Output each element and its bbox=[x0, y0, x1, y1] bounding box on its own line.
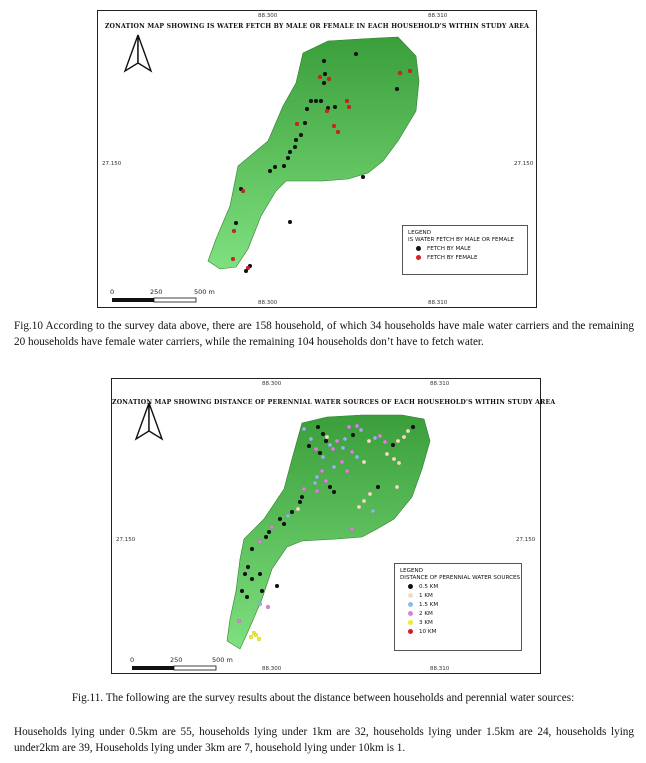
household-marker bbox=[357, 505, 361, 509]
household-marker bbox=[402, 435, 406, 439]
household-marker bbox=[398, 71, 402, 75]
scale-bar bbox=[132, 666, 216, 670]
grid-label-top-left: 88.300 bbox=[262, 381, 282, 387]
legend-item-3km bbox=[400, 618, 516, 627]
household-marker bbox=[325, 435, 329, 439]
legend-item-10km bbox=[400, 627, 516, 636]
household-marker bbox=[288, 150, 292, 154]
household-marker bbox=[332, 124, 336, 128]
household-marker bbox=[246, 565, 250, 569]
scale-label-end: 500 m bbox=[194, 288, 215, 296]
household-marker bbox=[315, 489, 319, 493]
legend-swatch bbox=[408, 602, 413, 607]
household-marker bbox=[293, 145, 297, 149]
scale-label-mid: 250 bbox=[170, 656, 183, 664]
map-1-title: ZONATION MAP SHOWING IS WATER FETCH BY MALE OR FEMALE IN EACH HOUSEHOLD'S WITHIN STUDY AREA bbox=[104, 23, 530, 30]
household-marker bbox=[333, 105, 337, 109]
household-marker bbox=[395, 87, 399, 91]
household-marker bbox=[322, 81, 326, 85]
household-marker bbox=[302, 487, 306, 491]
household-marker bbox=[258, 540, 262, 544]
household-marker bbox=[305, 107, 309, 111]
scale-bar bbox=[112, 298, 196, 302]
household-marker bbox=[373, 436, 377, 440]
household-marker bbox=[367, 439, 371, 443]
scale-label-mid: 250 bbox=[150, 288, 163, 296]
legend-swatch bbox=[408, 593, 413, 598]
grid-label-bottom-left: 88.300 bbox=[258, 300, 278, 306]
household-marker bbox=[237, 619, 241, 623]
household-marker bbox=[315, 475, 319, 479]
household-marker bbox=[328, 485, 332, 489]
household-marker bbox=[240, 589, 244, 593]
household-marker bbox=[278, 517, 282, 521]
household-marker bbox=[359, 428, 363, 432]
grid-label-bottom-left: 88.300 bbox=[262, 666, 282, 672]
household-marker bbox=[332, 465, 336, 469]
grid-label-right: 27.150 bbox=[516, 537, 536, 543]
household-marker bbox=[391, 443, 395, 447]
household-marker bbox=[296, 507, 300, 511]
household-marker bbox=[371, 509, 375, 513]
grid-label-top-left: 88.300 bbox=[258, 13, 278, 19]
scale-label-end: 500 m bbox=[212, 656, 233, 664]
summary-paragraph: Households lying under 0.5km are 55, households lying under 1km are 32, households lying under 1.5km are 24, households lying under2km are 39, Households lying under 3km are 7, household lying under 10km is 1. bbox=[14, 726, 634, 754]
household-marker bbox=[327, 77, 331, 81]
household-marker bbox=[332, 490, 336, 494]
household-marker bbox=[411, 425, 415, 429]
household-marker bbox=[249, 635, 253, 639]
household-marker bbox=[245, 595, 249, 599]
map-figure-2 bbox=[111, 378, 556, 674]
legend-item-label: FETCH BY MALE bbox=[427, 245, 471, 252]
household-marker bbox=[243, 572, 247, 576]
household-marker bbox=[323, 72, 327, 76]
legend-item-label: 2 KM bbox=[419, 610, 433, 617]
legend-item-1km bbox=[400, 591, 516, 600]
household-marker bbox=[345, 469, 349, 473]
legend-swatch bbox=[408, 584, 413, 589]
household-marker bbox=[341, 446, 345, 450]
household-marker bbox=[302, 427, 306, 431]
household-marker bbox=[270, 525, 274, 529]
scale-label-zero: 0 bbox=[130, 656, 135, 664]
household-marker bbox=[314, 447, 318, 451]
map-1-legend bbox=[402, 225, 528, 275]
legend-item-1-5km bbox=[400, 600, 516, 609]
household-marker bbox=[345, 99, 349, 103]
household-marker bbox=[282, 522, 286, 526]
household-marker bbox=[343, 437, 347, 441]
household-marker bbox=[331, 447, 335, 451]
grid-label-left: 27.150 bbox=[102, 161, 122, 167]
household-marker bbox=[258, 572, 262, 576]
household-marker bbox=[258, 602, 262, 606]
household-marker bbox=[267, 530, 271, 534]
household-marker bbox=[408, 69, 412, 73]
household-marker bbox=[303, 121, 307, 125]
legend-item-female bbox=[408, 253, 522, 262]
legend-swatch bbox=[408, 611, 413, 616]
household-marker bbox=[354, 52, 358, 56]
household-marker bbox=[232, 229, 236, 233]
household-marker bbox=[231, 257, 235, 261]
household-marker bbox=[288, 220, 292, 224]
household-marker bbox=[309, 437, 313, 441]
household-marker bbox=[234, 221, 238, 225]
household-marker bbox=[378, 434, 382, 438]
household-marker bbox=[286, 514, 290, 518]
north-arrow-icon bbox=[136, 403, 162, 439]
legend-swatch bbox=[416, 255, 421, 260]
map-2-title: ZONATION MAP SHOWING DISTANCE OF PERENNIAL WATER SOURCES OF EACH HOUSEHOLD'S WITHIN STUDY AREA bbox=[112, 399, 556, 406]
household-marker bbox=[314, 99, 318, 103]
household-marker bbox=[244, 269, 248, 273]
household-marker bbox=[320, 469, 324, 473]
household-marker bbox=[336, 130, 340, 134]
household-marker bbox=[254, 633, 258, 637]
legend-item-label: 10 KM bbox=[419, 628, 437, 635]
household-marker bbox=[321, 432, 325, 436]
household-marker bbox=[300, 495, 304, 499]
household-marker bbox=[324, 439, 328, 443]
grid-label-top-right: 88.310 bbox=[428, 13, 448, 19]
figure-2-caption: Fig.11. The following are the survey results about the distance between households and perennial water sources: bbox=[71, 692, 575, 704]
grid-label-bottom-right: 88.310 bbox=[428, 300, 448, 306]
household-marker bbox=[313, 481, 317, 485]
household-marker bbox=[250, 577, 254, 581]
household-marker bbox=[350, 527, 354, 531]
legend-subtitle: IS WATER FETCH BY MALE OR FEMALE bbox=[408, 237, 514, 243]
household-marker bbox=[347, 105, 351, 109]
legend-item-label: 3 KM bbox=[419, 619, 433, 626]
household-marker bbox=[268, 169, 272, 173]
grid-label-right: 27.150 bbox=[514, 161, 534, 167]
household-marker bbox=[351, 433, 355, 437]
household-marker bbox=[368, 492, 372, 496]
household-marker bbox=[309, 99, 313, 103]
grid-label-bottom-right: 88.310 bbox=[430, 666, 450, 672]
study-area-polygon bbox=[208, 37, 419, 269]
household-marker bbox=[335, 439, 339, 443]
legend-item-label: FETCH BY FEMALE bbox=[427, 254, 478, 261]
figure-1-caption: Fig.10 According to the survey data above, there are 158 household, of which 34 households have male water carriers and the remaining 20 households have female water carriers, while the remaining 104 households don’t have to fetch water. bbox=[14, 320, 634, 348]
north-arrow-icon bbox=[125, 35, 151, 71]
legend-subtitle: DISTANCE OF PERENNIAL WATER SOURCES bbox=[400, 575, 521, 581]
household-marker bbox=[257, 637, 261, 641]
household-marker bbox=[294, 138, 298, 142]
legend-item-male bbox=[408, 244, 522, 253]
legend-title: LEGEND bbox=[408, 230, 432, 236]
household-marker bbox=[264, 535, 268, 539]
household-marker bbox=[350, 450, 354, 454]
household-marker bbox=[250, 547, 254, 551]
household-marker bbox=[395, 485, 399, 489]
household-marker bbox=[299, 133, 303, 137]
household-marker bbox=[328, 443, 332, 447]
household-marker bbox=[319, 99, 323, 103]
household-marker bbox=[376, 485, 380, 489]
household-marker bbox=[241, 189, 245, 193]
household-marker bbox=[307, 444, 311, 448]
legend-item-label: 1 KM bbox=[419, 592, 433, 599]
household-marker bbox=[286, 156, 290, 160]
household-marker bbox=[298, 500, 302, 504]
legend-item-2km bbox=[400, 609, 516, 618]
household-marker bbox=[266, 605, 270, 609]
household-marker bbox=[316, 425, 320, 429]
household-marker bbox=[397, 461, 401, 465]
map-2-legend bbox=[394, 563, 522, 651]
household-marker bbox=[282, 164, 286, 168]
legend-swatch bbox=[408, 620, 413, 625]
legend-item-0-5km bbox=[400, 582, 516, 591]
household-marker bbox=[383, 440, 387, 444]
household-marker bbox=[295, 122, 299, 126]
household-marker bbox=[392, 457, 396, 461]
household-marker bbox=[318, 75, 322, 79]
household-marker bbox=[290, 510, 294, 514]
household-marker bbox=[406, 429, 410, 433]
scale-label-zero: 0 bbox=[110, 288, 115, 296]
grid-label-top-right: 88.310 bbox=[430, 381, 450, 387]
household-marker bbox=[275, 584, 279, 588]
household-marker bbox=[322, 59, 326, 63]
legend-item-label: 1.5 KM bbox=[419, 601, 439, 608]
legend-item-label: 0.5 KM bbox=[419, 583, 439, 590]
household-marker bbox=[318, 451, 322, 455]
household-marker bbox=[321, 455, 325, 459]
legend-swatch bbox=[408, 629, 413, 634]
household-marker bbox=[361, 175, 365, 179]
grid-label-left: 27.150 bbox=[116, 537, 136, 543]
household-marker bbox=[273, 165, 277, 169]
household-marker bbox=[347, 425, 351, 429]
household-marker bbox=[385, 452, 389, 456]
household-marker bbox=[324, 479, 328, 483]
household-marker bbox=[396, 439, 400, 443]
household-marker bbox=[260, 589, 264, 593]
household-marker bbox=[355, 455, 359, 459]
household-marker bbox=[340, 460, 344, 464]
legend-swatch bbox=[416, 246, 421, 251]
household-marker bbox=[362, 499, 366, 503]
household-marker bbox=[355, 424, 359, 428]
household-marker bbox=[362, 460, 366, 464]
legend-title: LEGEND bbox=[400, 568, 424, 574]
map-figure-1 bbox=[97, 10, 537, 308]
household-marker bbox=[325, 109, 329, 113]
